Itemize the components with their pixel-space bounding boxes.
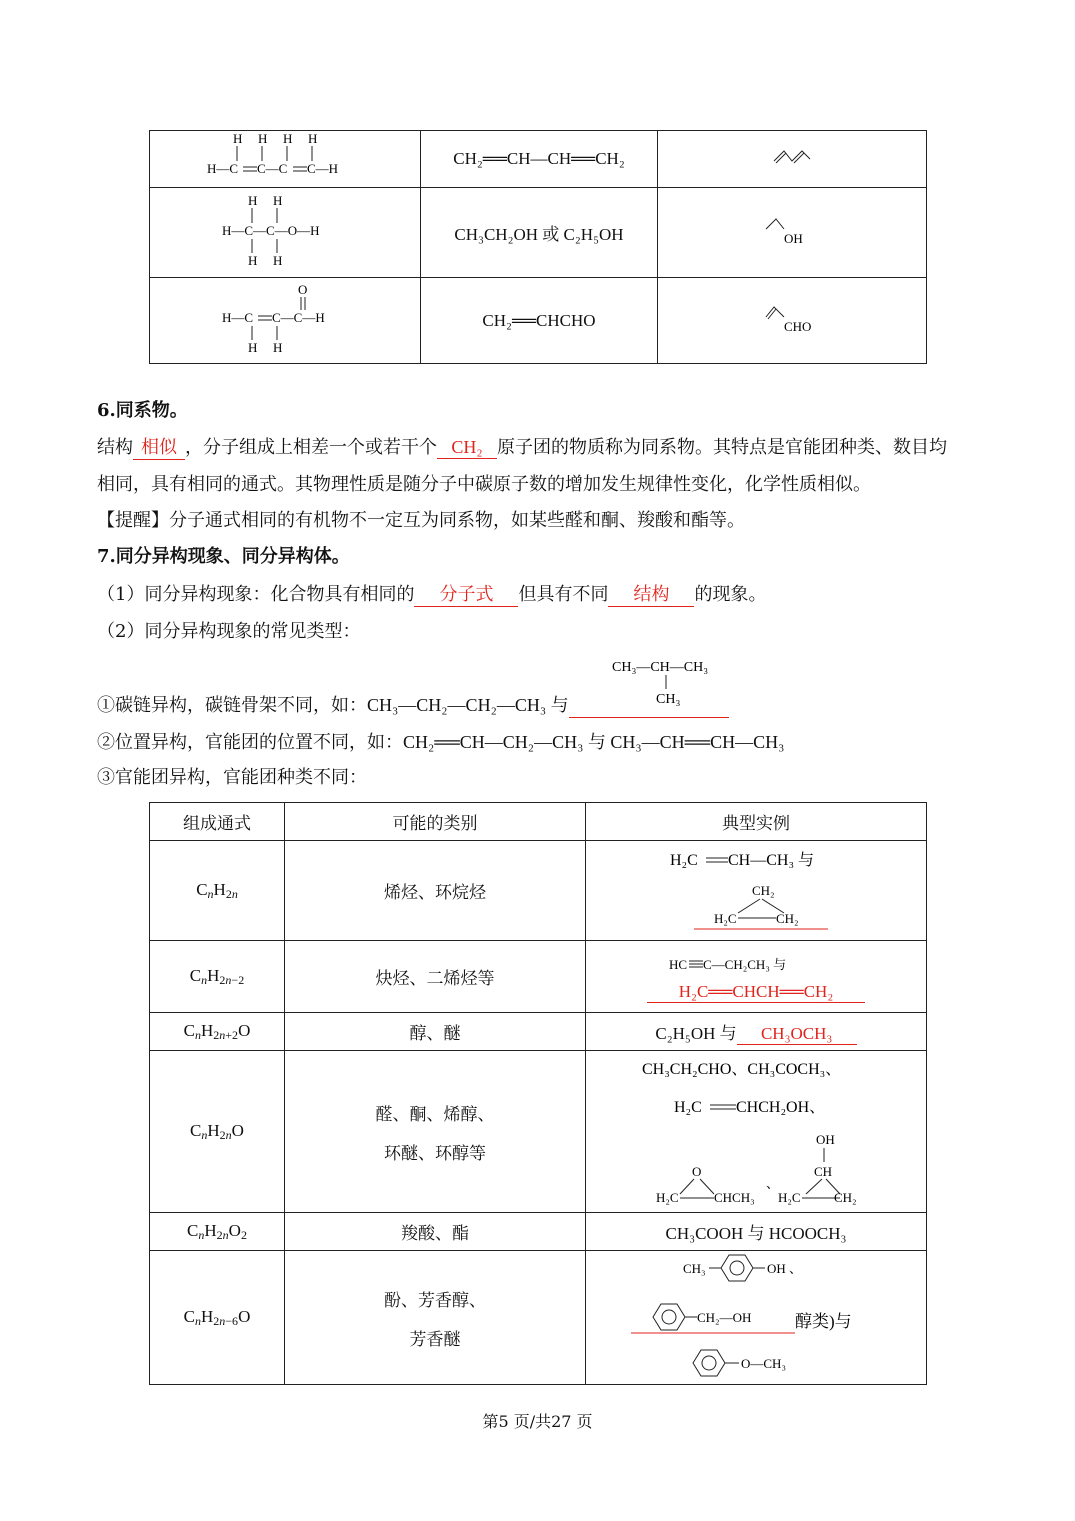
category: 炔烃、二烯烃等: [285, 941, 586, 1013]
svg-text:CH: CH: [814, 1164, 833, 1179]
section7-title: 7.同分异构现象、同分异构体。: [97, 546, 350, 567]
structural-formula-acrolein: [150, 278, 421, 364]
example-cell: [586, 1251, 927, 1385]
svg-text:CH—CH₃ 与: CH—CH₃ 与: [728, 852, 815, 869]
svg-text:H: H: [258, 131, 268, 146]
svg-text:、: 、: [766, 1176, 780, 1191]
svg-text:O: O: [298, 281, 308, 297]
category-line: 环醚、环醇等: [384, 1143, 486, 1164]
section6-line1: [97, 436, 947, 460]
condensed-formula-text: CH₂══CHCHO: [482, 310, 596, 330]
svg-text:HC: HC: [669, 957, 688, 972]
svg-text:H: H: [308, 131, 318, 146]
answer-blank: H₂C══CHCH══CH₂: [647, 982, 865, 1003]
svg-text:H: H: [273, 339, 283, 355]
svg-text:CH₃—CH—CH₃: CH₃—CH—CH₃: [612, 660, 709, 675]
svg-text:C—C—H: C—C—H: [272, 309, 325, 325]
skeletal-formula-butadiene: [658, 131, 927, 188]
condensed-formula: [421, 131, 658, 188]
text: 原子团的物质称为同系物。其特点是官能团种类、数目均: [497, 437, 947, 458]
svg-text:CH₃: CH₃: [656, 692, 681, 707]
general-formula: $C_nH_{2n+2}O$: [150, 1013, 285, 1051]
svg-text:H₂C: H₂C: [656, 1190, 679, 1205]
text: ，分子组成上相差一个或若干个: [185, 437, 437, 458]
header-cell: 可能的类别: [285, 803, 586, 841]
svg-text:CH₃: CH₃: [683, 1261, 706, 1276]
category: [285, 1251, 586, 1385]
example-cell: [586, 841, 927, 941]
general-formula: $C_nH_{2n-2}$: [150, 941, 285, 1013]
svg-text:OH 、: OH 、: [767, 1261, 803, 1276]
svg-text:CH₂: CH₂: [752, 883, 775, 898]
svg-text:H₂C: H₂C: [670, 852, 698, 869]
svg-text:CH₂: CH₂: [776, 911, 799, 926]
structural-formula-ethanol: [150, 188, 421, 278]
svg-text:H₂C: H₂C: [778, 1190, 801, 1205]
structure-table: [149, 130, 927, 364]
svg-text:CH₃CH₂CHO、CH₃COCH₃、: CH₃CH₂CHO、CH₃COCH₃、: [642, 1061, 842, 1078]
category-line: 酚、芳香醇、: [384, 1290, 486, 1311]
answer-blank: CH₃OCH₃: [737, 1024, 857, 1045]
condensed-formula-text: CH₃CH₂OH 或 C₂H₅OH: [454, 225, 624, 244]
svg-text:CH₂: CH₂: [834, 1190, 857, 1205]
svg-text:H—C: H—C: [207, 161, 239, 176]
svg-text:H: H: [248, 192, 258, 208]
section7-item2: [97, 731, 784, 754]
text: 结构: [97, 437, 133, 458]
svg-text:H: H: [273, 252, 283, 268]
svg-text:H: H: [283, 131, 293, 146]
skeletal-formula-acrolein: [658, 278, 927, 364]
svg-text:C—CH₂CH₃ 与: C—CH₂CH₃ 与: [703, 957, 787, 972]
category-line: 芳香醚: [409, 1329, 461, 1350]
section7-p1: [97, 584, 766, 607]
svg-text:CH₂—OH: CH₂—OH: [697, 1310, 752, 1325]
example-text: C₂H₅OH 与: [655, 1023, 737, 1043]
svg-text:H: H: [248, 339, 258, 355]
aldehyde-ketone-examples: [636, 1052, 876, 1206]
svg-text:H—C—C—O—H: H—C—C—O—H: [222, 222, 320, 238]
answer-blank: [569, 695, 729, 718]
example-cell: [586, 1051, 927, 1213]
general-formula: $C_nH_{2n}$: [150, 841, 285, 941]
general-formula: $C_nH_{2n-6}O$: [150, 1251, 285, 1385]
butyne-label: [641, 952, 871, 976]
section6-title: 6.同系物。: [97, 400, 188, 421]
category-line: 醛、酮、烯醇、: [375, 1104, 495, 1125]
isomer-table: [149, 802, 927, 1385]
formula: CH₂══CH—CH₂—CH₃ 与 CH₃—CH══CH—CH₃: [403, 732, 785, 752]
category: 羧酸、酯: [285, 1213, 586, 1251]
condensed-formula: [421, 188, 658, 278]
phenol-examples: [631, 1251, 881, 1379]
suffix-text: 醇类)与: [795, 1312, 852, 1331]
condensed-formula-text: CH₂══CH—CH══CH₂: [453, 149, 625, 168]
general-formula: $C_nH_{2n}O_2$: [150, 1213, 285, 1251]
header-cell: 典型实例: [586, 803, 927, 841]
svg-text:H₂C: H₂C: [674, 1099, 702, 1116]
answer-blank: 相似: [133, 437, 185, 460]
page-footer: 第5 页/共27 页: [482, 1412, 593, 1431]
header-cell: 组成通式: [150, 803, 285, 841]
skeletal-formula-ethanol: [658, 188, 927, 278]
formula: CH₃—CH₂—CH₂—CH₃ 与: [367, 695, 569, 715]
section7-item3: ③官能团异构，官能团种类不同：: [97, 767, 367, 788]
svg-text:H₂C: H₂C: [714, 911, 737, 926]
example-cell: [586, 1013, 927, 1051]
svg-text:O—CH₃: O—CH₃: [741, 1356, 786, 1371]
skeletal-label: OH: [784, 230, 803, 246]
svg-text:H—C: H—C: [222, 309, 254, 325]
svg-text:C—H: C—H: [307, 161, 339, 176]
text: 的现象。: [694, 584, 767, 605]
condensed-formula: [421, 278, 658, 364]
svg-text:O: O: [692, 1164, 702, 1179]
example-cell: [586, 941, 927, 1013]
category: 醇、醚: [285, 1013, 586, 1051]
svg-text:H: H: [233, 131, 243, 146]
svg-text:H: H: [248, 252, 258, 268]
svg-text:OH: OH: [816, 1132, 835, 1147]
example-cell: CH₃COOH 与 HCOOCH₃: [586, 1213, 927, 1251]
answer-blank: CH₂: [437, 436, 497, 459]
answer-blank: 结构: [608, 584, 694, 607]
general-formula: $C_nH_{2n}O$: [150, 1051, 285, 1213]
section6-line2: 相同，具有相同的通式。其物理性质是随分子中碳原子数的增加发生规律性变化，化学性质相似。: [97, 474, 871, 495]
svg-text:C—C: C—C: [257, 161, 288, 176]
text: ②位置异构，官能团的位置不同，如：: [97, 732, 403, 753]
structural-formula-butadiene: [150, 131, 421, 188]
section7-p2: （2）同分异构现象的常见类型：: [97, 621, 361, 642]
text: （1）同分异构现象：化合物具有相同的: [97, 584, 415, 605]
svg-text:CHCH₃: CHCH₃: [714, 1190, 755, 1205]
svg-text:CHCH₂OH、: CHCH₂OH、: [736, 1099, 826, 1116]
propene-cyclopropane: [666, 843, 846, 933]
svg-text:H: H: [273, 192, 283, 208]
skeletal-label: CHO: [784, 318, 812, 334]
category: 烯烃、环烷烃: [285, 841, 586, 941]
category: [285, 1051, 586, 1213]
answer-blank: 分子式: [414, 584, 518, 607]
text: ①碳链异构，碳链骨架不同，如：: [97, 695, 367, 716]
section7-item1: [97, 694, 729, 718]
section6-tip: 【提醒】分子通式相同的有机物不一定互为同系物，如某些醛和酮、羧酸和酯等。: [97, 510, 745, 531]
text: 但具有不同: [518, 584, 609, 605]
